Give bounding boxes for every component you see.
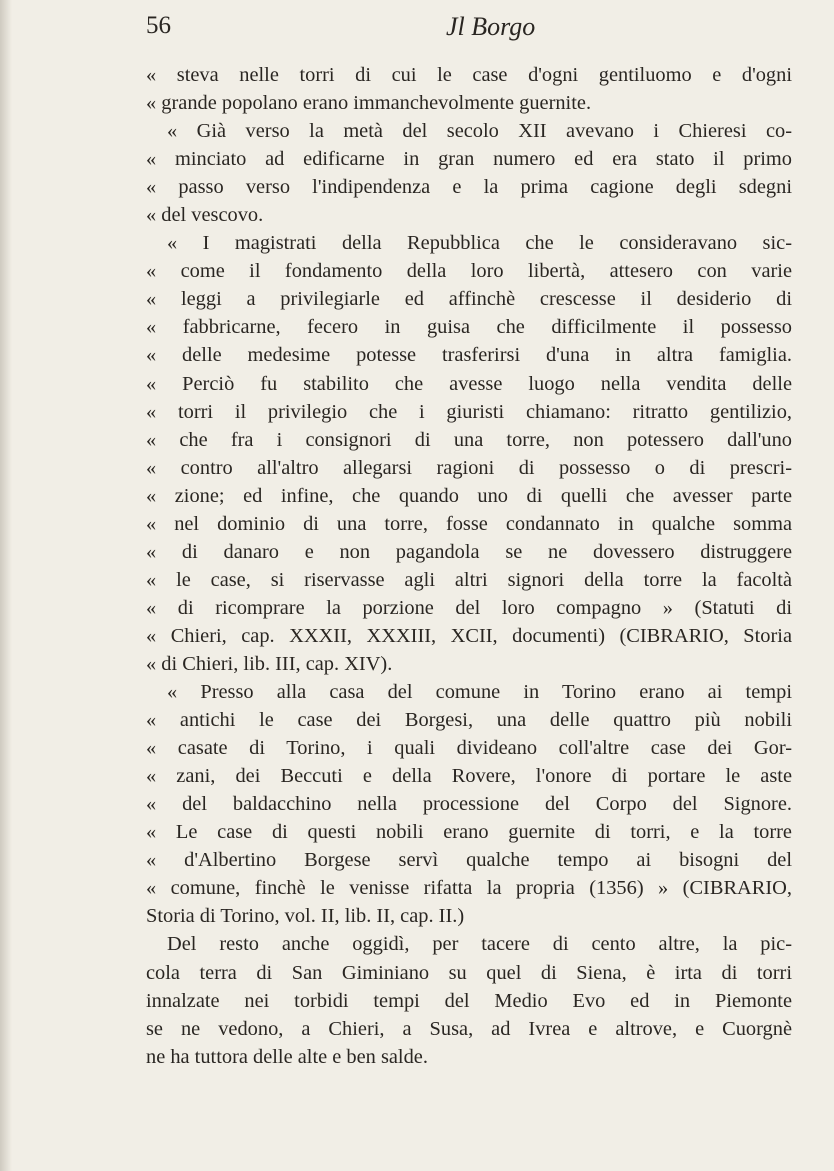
text-line: « le case, si riservasse agli altri signori della torre la facoltà (146, 568, 792, 591)
text-line: « d'Albertino Borgese servì qualche tempo ai bisogni del (146, 849, 792, 872)
text-line: Del resto anche oggidì, per tacere di cento altre, la pic- (167, 933, 792, 956)
text-line: « di danaro e non pagandola se ne dovessero distruggere (146, 540, 792, 563)
text-line: « contro all'altro allegarsi ragioni di possesso o di prescri- (146, 456, 792, 479)
text-line: « che fra i consignori di una torre, non potessero dall'uno (146, 428, 792, 451)
text-line: « di Chieri, lib. III, cap. XIV). (146, 652, 393, 675)
text-line: se ne vedono, a Chieri, a Susa, ad Ivrea e altrove, e Cuorgnè (146, 1017, 792, 1040)
text-line: « come il fondamento della loro libertà, attesero con varie (146, 260, 792, 283)
page-header (146, 12, 794, 52)
page-number: 56 (146, 12, 171, 39)
text-line: « Chieri, cap. XXXII, XXXIII, XCII, documenti) (CIBRARIO, Storia (146, 624, 792, 647)
text-line: ne ha tuttora delle alte e ben salde. (146, 1045, 428, 1068)
text-line: « comune, finchè le venisse rifatta la propria (1356) » (CIBRARIO, (146, 877, 792, 900)
text-line: innalzate nei torbidi tempi del Medio Evo ed in Piemonte (146, 989, 792, 1012)
text-line: « del vescovo. (146, 204, 264, 227)
text-line: « fabbricarne, fecero in guisa che difficilmente il possesso (146, 316, 792, 339)
text-line: « Già verso la metà del secolo XII avevano i Chieresi co- (167, 120, 792, 143)
text-line: « antichi le case dei Borgesi, una delle quattro più nobili (146, 709, 792, 732)
text-line: « I magistrati della Repubblica che le consideravano sic- (167, 232, 792, 255)
body-text (146, 61, 792, 1071)
text-line: « zani, dei Beccuti e della Rovere, l'onore di portare le aste (146, 765, 792, 788)
text-line: « steva nelle torri di cui le case d'ogni gentiluomo e d'ogni (146, 64, 792, 86)
text-line: « grande popolano erano immanchevolmente guernite. (146, 92, 592, 115)
text-line: « Le case di questi nobili erano guernite di torri, e la torre (146, 821, 792, 844)
text-line: « torri il privilegio che i giuristi chiamano: ritratto gentilizio, (146, 400, 792, 423)
text-line: « minciato ad edificarne in gran numero ed era stato il primo (146, 148, 792, 171)
text-line: « delle medesime potesse trasferirsi d'una in altra famiglia. (146, 344, 792, 367)
text-line: « Perciò fu stabilito che avesse luogo nella vendita delle (146, 372, 792, 395)
text-line: Storia di Torino, vol. II, lib. II, cap. II.) (146, 905, 465, 928)
text-line: « di ricomprare la porzione del loro compagno » (Statuti di (146, 596, 792, 619)
text-line: « Presso alla casa del comune in Torino erano ai tempi (167, 681, 792, 704)
text-line: « del baldacchino nella processione del Corpo del Signore. (146, 793, 792, 816)
text-line: cola terra di San Giminiano su quel di Siena, è irta di torri (146, 961, 792, 984)
text-line: « zione; ed infine, che quando uno di quelli che avesser parte (146, 484, 792, 507)
running-title: Jl Borgo (446, 12, 536, 41)
text-line: « leggi a privilegiarle ed affinchè crescesse il desiderio di (146, 288, 792, 311)
text-line: « nel dominio di una torre, fosse condannato in qualche somma (146, 512, 792, 535)
text-line: « passo verso l'indipendenza e la prima cagione degli sdegni (146, 176, 792, 199)
text-line: « casate di Torino, i quali divideano coll'altre case dei Gor- (146, 737, 792, 760)
